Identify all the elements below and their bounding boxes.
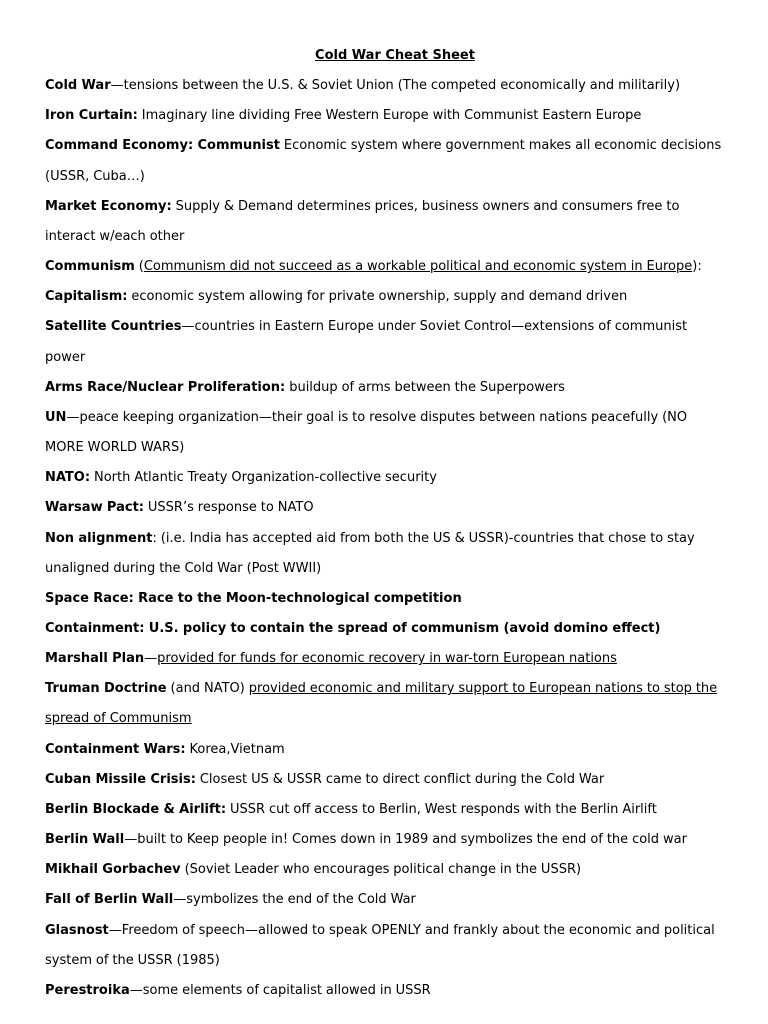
entry-definition: (Soviet Leader who encourages political change in the USSR) bbox=[180, 862, 582, 878]
entry-underlined-definition: provided economic and military support to European nations to stop the spread of Communism bbox=[45, 681, 718, 727]
entry-term: Space Race: Race to the Moon-technological competition bbox=[45, 590, 462, 606]
entry-definition: —Freedom of speech—allowed to speak OPENLY and frankly about the economic and political system of the USSR (1985) bbox=[45, 922, 715, 968]
entry-containment bbox=[45, 614, 725, 644]
entry-space-race bbox=[45, 584, 725, 614]
entry-berlin-blockade bbox=[45, 795, 725, 825]
entry-definition: USSR cut off access to Berlin, West responds with the Berlin Airlift bbox=[226, 801, 657, 817]
entry-definition: : (i.e. India has accepted aid from both the US & USSR)-countries that chose to stay unaligned during the Cold War (Post WWII) bbox=[45, 530, 695, 576]
entry-truman-doctrine bbox=[45, 674, 725, 734]
entry-non-alignment bbox=[45, 524, 725, 584]
entry-market-economy bbox=[45, 192, 725, 252]
entry-prefix: (and NATO) bbox=[166, 681, 249, 697]
entry-berlin-wall bbox=[45, 825, 725, 855]
entry-cuban-missile-crisis bbox=[45, 765, 725, 795]
entry-term: Truman Doctrine bbox=[45, 681, 167, 697]
entry-term: Cold War bbox=[45, 78, 111, 94]
entry-definition: Korea,Vietnam bbox=[185, 741, 285, 757]
entry-definition: —peace keeping organization—their goal is to resolve disputes between nations peacefully (NO MORE WORLD WARS) bbox=[45, 409, 688, 456]
entry-term: Fall of Berlin Wall bbox=[45, 892, 174, 908]
entry-term: Communism bbox=[45, 259, 135, 275]
entry-definition: Supply & Demand determines prices, business owners and consumers free to interact w/each other bbox=[45, 198, 680, 244]
document-page bbox=[45, 41, 725, 1006]
entry-fall-of-berlin-wall bbox=[45, 885, 725, 915]
document-title: Cold War Cheat Sheet bbox=[315, 48, 475, 63]
entry-un bbox=[45, 403, 725, 463]
entry-prefix: ( bbox=[134, 259, 144, 275]
entry-mikhail-gorbachev bbox=[45, 855, 725, 885]
entry-arms-race bbox=[45, 373, 725, 403]
entry-definition: Imaginary line dividing Free Western Europe with Communist Eastern Europe bbox=[137, 108, 642, 124]
entry-term: Glasnost bbox=[45, 922, 109, 938]
entry-prefix: — bbox=[144, 651, 158, 667]
entry-glasnost bbox=[45, 916, 725, 976]
entry-marshall-plan bbox=[45, 644, 725, 674]
entry-term: Iron Curtain: bbox=[45, 108, 138, 124]
entry-term: Mikhail Gorbachev bbox=[45, 862, 181, 878]
entry-term: NATO: bbox=[45, 470, 91, 486]
entry-command-economy bbox=[45, 131, 725, 191]
entry-capitalism bbox=[45, 282, 725, 312]
entry-term: Arms Race/Nuclear Proliferation: bbox=[45, 379, 286, 395]
entry-suffix: ): bbox=[692, 259, 702, 275]
entry-term: Containment: U.S. policy to contain the spread of communism (avoid domino effect) bbox=[45, 620, 661, 636]
entry-satellite-countries bbox=[45, 312, 725, 372]
entry-definition: —built to Keep people in! Comes down in 1989 and symbolizes the end of the cold war bbox=[124, 832, 687, 848]
entry-underlined-definition: Communism did not succeed as a workable political and economic system in Europe bbox=[143, 259, 693, 275]
entry-definition: Closest US & USSR came to direct conflict during the Cold War bbox=[195, 771, 605, 787]
entry-term: Non alignment bbox=[45, 530, 153, 546]
entry-term: UN bbox=[45, 409, 67, 425]
entry-definition: —symbolizes the end of the Cold War bbox=[173, 892, 416, 908]
entry-term: Satellite Countries bbox=[45, 319, 182, 335]
entry-iron-curtain bbox=[45, 101, 725, 131]
entry-term: Market Economy: bbox=[45, 198, 172, 214]
entry-term: Capitalism: bbox=[45, 289, 128, 305]
entry-perestroika bbox=[45, 976, 725, 1006]
entry-definition: Economic system where government makes all economic decisions (USSR, Cuba…) bbox=[45, 138, 722, 184]
entry-term: Perestroika bbox=[45, 982, 130, 998]
entry-term: Containment Wars: bbox=[45, 741, 186, 757]
entry-nato bbox=[45, 463, 725, 493]
entry-term: Command Economy: Communist bbox=[45, 138, 280, 154]
entry-underlined-definition: provided for funds for economic recovery in war-torn European nations bbox=[157, 651, 617, 667]
entry-definition: buildup of arms between the Superpowers bbox=[285, 379, 565, 395]
entry-term: Berlin Blockade & Airlift: bbox=[45, 801, 227, 817]
entry-communism bbox=[45, 252, 725, 282]
entry-definition: —countries in Eastern Europe under Soviet Control—extensions of communist power bbox=[45, 319, 688, 365]
entry-definition: —some elements of capitalist allowed in USSR bbox=[129, 982, 431, 998]
entry-term: Cuban Missile Crisis: bbox=[45, 771, 196, 787]
entry-definition: —tensions between the U.S. & Soviet Union (The competed economically and militarily) bbox=[110, 78, 681, 94]
entry-term: Berlin Wall bbox=[45, 832, 125, 848]
entry-term: Warsaw Pact: bbox=[45, 500, 144, 516]
entry-cold-war bbox=[45, 71, 725, 101]
entry-containment-wars bbox=[45, 735, 725, 765]
entry-warsaw-pact bbox=[45, 493, 725, 523]
entry-definition: North Atlantic Treaty Organization-collective security bbox=[90, 470, 437, 486]
entry-term: Marshall Plan bbox=[45, 651, 145, 667]
entry-definition: USSR’s response to NATO bbox=[143, 500, 314, 516]
entry-definition: economic system allowing for private ownership, supply and demand driven bbox=[127, 289, 628, 305]
